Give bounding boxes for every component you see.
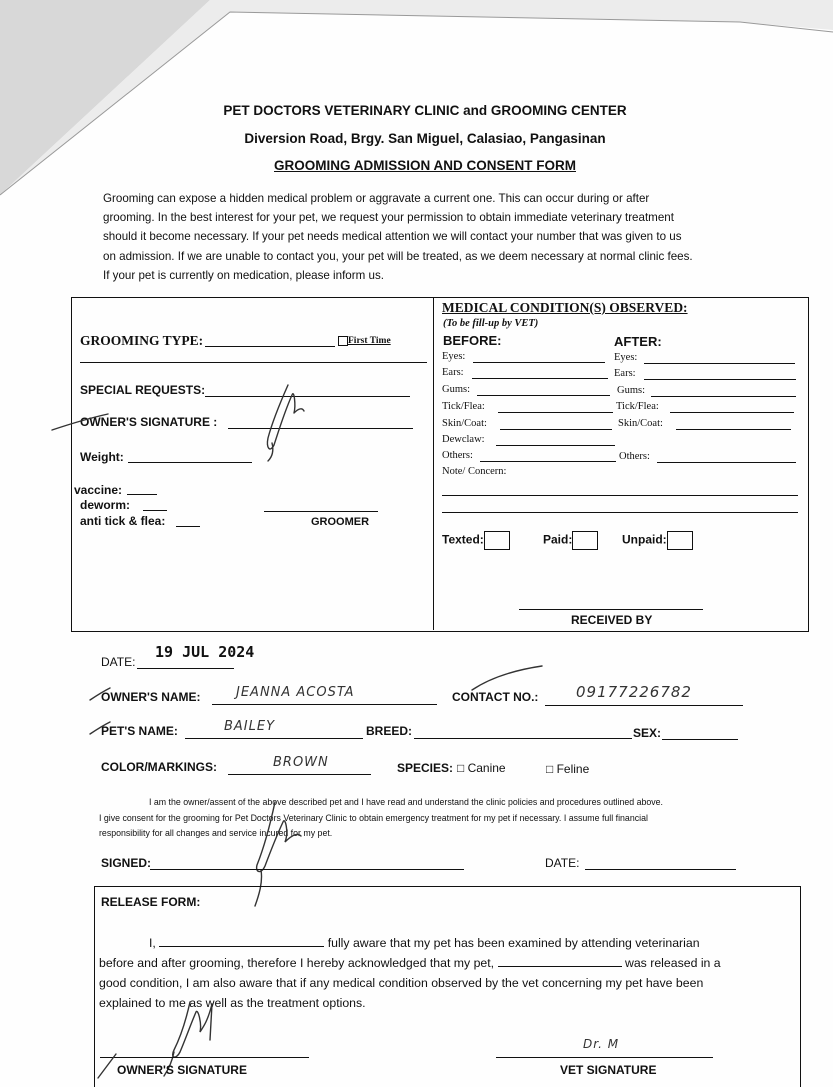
after-skincoat-field[interactable]	[676, 429, 791, 430]
paid-label: Paid:	[543, 532, 573, 547]
after-eyes-field[interactable]	[644, 363, 795, 364]
after-others-field[interactable]	[657, 462, 796, 463]
consent-paragraph	[99, 795, 749, 842]
owner-name-field[interactable]	[212, 704, 437, 705]
after-tickflea-field[interactable]	[670, 412, 794, 413]
release-i-label: I,	[149, 936, 156, 950]
release-text: before and after grooming, therefore I hereby acknowledged that my pet,	[99, 956, 495, 970]
owner-name-value: JEANNA ACOSTA	[236, 685, 355, 700]
before-gums-field[interactable]	[477, 395, 610, 396]
groomer-signature-line[interactable]	[264, 511, 378, 512]
texted-option[interactable]	[442, 531, 510, 550]
before-tickflea-label: Tick/Flea:	[442, 401, 485, 412]
before-ears-field[interactable]	[472, 378, 608, 379]
signed-field[interactable]	[150, 869, 464, 870]
note-line-2[interactable]	[442, 512, 798, 513]
before-tickflea-field[interactable]	[498, 412, 613, 413]
species-feline-option[interactable]: □ Feline	[546, 762, 590, 776]
owner-signature-label: OWNER'S SIGNATURE :	[80, 415, 218, 429]
before-dewclaw-label: Dewclaw:	[442, 434, 485, 445]
texted-checkbox[interactable]	[484, 531, 510, 550]
anti-tick-field[interactable]	[176, 526, 200, 527]
date-label: DATE:	[101, 655, 136, 669]
after-label: AFTER:	[614, 334, 662, 349]
special-requests-label: SPECIAL REQUESTS:	[80, 383, 206, 397]
vet-signature-line[interactable]	[496, 1057, 713, 1058]
signed-date-label: DATE:	[545, 856, 580, 870]
note-concern-label: Note/ Concern:	[442, 466, 507, 477]
intro-paragraph	[103, 189, 693, 285]
grooming-type-field[interactable]	[205, 346, 335, 347]
vet-initials: Dr. M	[583, 1037, 620, 1051]
release-owner-name-field[interactable]	[159, 946, 324, 947]
received-by-label: RECEIVED BY	[571, 613, 653, 627]
box-divider	[433, 297, 434, 630]
medical-title: MEDICAL CONDITION(S) OBSERVED:	[442, 300, 688, 315]
species-canine-option[interactable]: □ Canine	[457, 761, 506, 775]
signed-date-field[interactable]	[585, 869, 736, 870]
breed-label: BREED:	[366, 724, 413, 738]
consent-line: I give consent for the grooming for Pet Doctors Veterinary Clinic to obtain emergency treatment for my pet if necessary. I assume full financial	[99, 812, 648, 823]
intro-line: grooming. In the best interest for your pet, we request your permission to obtain immediate veterinary treatment	[103, 211, 674, 225]
consent-line: I am the owner/assent of the above described pet and I have read and understand the clinic policies and procedures outlined above.	[149, 797, 663, 807]
deworm-label: deworm:	[80, 498, 131, 512]
owner-name-label: OWNER'S NAME:	[101, 690, 201, 704]
pet-name-label: PET'S NAME:	[101, 724, 178, 738]
first-time-checkbox[interactable]	[338, 336, 348, 346]
after-gums-field[interactable]	[651, 396, 796, 397]
color-field[interactable]	[228, 774, 371, 775]
grooming-type-label: GROOMING TYPE:	[80, 333, 204, 348]
date-field[interactable]	[137, 668, 234, 669]
release-title: RELEASE FORM:	[101, 895, 201, 909]
breed-field[interactable]	[414, 738, 632, 739]
signed-label: SIGNED:	[101, 856, 152, 870]
release-line-3: good condition, I am also aware that if any medical condition observed by the vet concerning my pet have been	[99, 976, 704, 990]
before-ears-label: Ears:	[442, 367, 464, 378]
deworm-field[interactable]	[143, 510, 167, 511]
release-owner-signature-label: OWNER'S SIGNATURE	[117, 1063, 247, 1077]
intro-line: Grooming can expose a hidden medical problem or aggravate a current one. This can occur during or after	[103, 192, 650, 205]
before-skincoat-field[interactable]	[500, 429, 612, 430]
sex-label: SEX:	[633, 726, 662, 740]
unpaid-option[interactable]	[622, 531, 693, 550]
unpaid-label: Unpaid:	[622, 532, 667, 547]
form-title: GROOMING ADMISSION AND CONSENT FORM	[274, 158, 576, 173]
release-text: was released in a	[624, 956, 721, 970]
after-ears-label: Ears:	[614, 368, 636, 379]
color-value: BROWN	[273, 755, 329, 770]
owner-signature-stroke	[50, 410, 110, 440]
clinic-name: PET DOCTORS VETERINARY CLINIC and GROOMING CENTER	[223, 103, 627, 118]
vaccine-field[interactable]	[127, 494, 157, 495]
contact-field[interactable]	[545, 705, 743, 706]
clinic-address: Diversion Road, Brgy. San Miguel, Calasiao, Pangasinan	[244, 131, 606, 146]
texted-label: Texted:	[442, 532, 484, 547]
first-time-option[interactable]	[338, 336, 391, 346]
sex-field[interactable]	[662, 739, 738, 740]
after-ears-field[interactable]	[644, 379, 796, 380]
medical-subtitle: (To be fill-up by VET)	[443, 318, 539, 329]
release-owner-signature-line[interactable]	[100, 1057, 309, 1058]
weight-label: Weight:	[80, 450, 124, 464]
label-pen-marks	[88, 686, 112, 746]
color-label: COLOR/MARKINGS:	[101, 760, 217, 774]
paid-checkbox[interactable]	[572, 531, 598, 550]
release-line-1	[99, 933, 799, 953]
release-line-2	[99, 953, 799, 973]
grooming-type-line-2[interactable]	[80, 362, 427, 363]
before-others-field[interactable]	[480, 461, 616, 462]
species-label: SPECIES:	[397, 761, 454, 775]
paid-option[interactable]	[543, 531, 598, 550]
release-line-4: explained to me as well as the treatment options.	[99, 996, 366, 1010]
after-others-label: Others:	[619, 451, 650, 462]
intro-line: If your pet is currently on medication, please inform us.	[103, 268, 384, 282]
contact-pen-stroke	[470, 664, 550, 694]
groomer-label: GROOMER	[311, 516, 370, 528]
first-time-label: First Time	[348, 336, 391, 347]
date-value: 19 JUL 2024	[155, 643, 255, 661]
intro-line: should it become necessary. If your pet needs medical attention we will contact your number that was given to us	[103, 230, 682, 244]
after-skincoat-label: Skin/Coat:	[618, 418, 663, 429]
before-eyes-field[interactable]	[473, 362, 605, 363]
received-by-line[interactable]	[519, 609, 703, 610]
contact-value: 09177226782	[576, 683, 692, 701]
release-pet-name-field[interactable]	[498, 966, 622, 967]
after-gums-label: Gums:	[617, 385, 646, 396]
before-gums-label: Gums:	[442, 384, 471, 395]
after-tickflea-label: Tick/Flea:	[616, 401, 659, 412]
before-skincoat-label: Skin/Coat:	[442, 418, 487, 429]
after-eyes-label: Eyes:	[614, 352, 638, 363]
vaccine-label: vaccine:	[74, 483, 123, 497]
unpaid-checkbox[interactable]	[667, 531, 693, 550]
intro-line: on admission. If we are unable to contact you, your pet will be treated, as we deem necessary at normal clinic fees.	[103, 249, 693, 263]
before-others-label: Others:	[442, 450, 473, 461]
contact-label: CONTACT NO.:	[452, 690, 539, 704]
before-eyes-label: Eyes:	[442, 351, 466, 362]
before-label: BEFORE:	[443, 333, 502, 348]
anti-tick-label: anti tick & flea:	[80, 514, 166, 528]
pet-name-field[interactable]	[185, 738, 363, 739]
owner-signature-field[interactable]	[228, 428, 413, 429]
weight-field[interactable]	[128, 462, 252, 463]
pet-name-value: BAILEY	[224, 719, 276, 734]
vet-signature-label: VET SIGNATURE	[560, 1063, 657, 1077]
release-text: fully aware that my pet has been examined by attending veterinarian	[327, 936, 700, 950]
before-dewclaw-field[interactable]	[496, 445, 615, 446]
note-line-1[interactable]	[442, 495, 798, 496]
owner-signature-scribble	[258, 383, 308, 463]
consent-line: responsibility for all changes and service incured for my pet.	[99, 828, 333, 838]
